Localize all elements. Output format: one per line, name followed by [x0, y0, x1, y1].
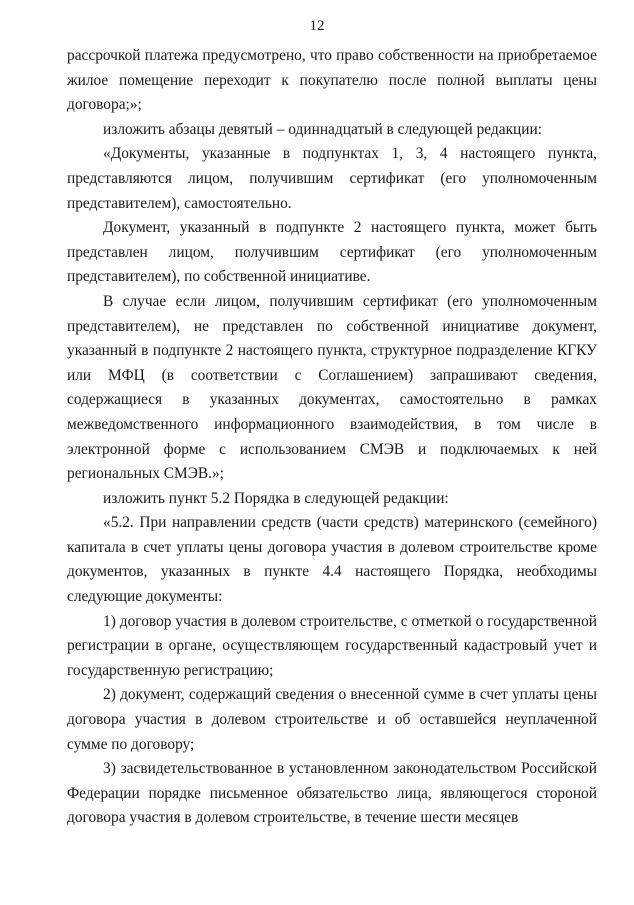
paragraph-interagency-request: В случае если лицом, получившим сертификат (его уполномоченным представителем), не представлен по собственной инициативе документ, указанный в подпункте 2 настоящего пункта, структурное подразделение КГКУ или МФЦ (в соответствии с Соглашением) запрашивают сведения, содержащиеся в указанных документах, самостоятельно в рамках межведомственного информационного взаимодействия, в том числе в электронной форме с использованием СМЭВ и подключаемых к ней региональных СМЭВ.»;	[67, 292, 597, 483]
paragraph-instruction-item-5-2: изложить пункт 5.2 Порядка в следующей редакции:	[103, 489, 449, 507]
paragraph-continuation: рассрочкой платежа предусмотрено, что право собственности на приобретаемое жилое помещение переходит к покупателю после полной выплаты цены договора;»;	[67, 47, 597, 114]
document-body	[67, 44, 597, 831]
paragraph-item-5-2: «5.2. При направлении средств (части средств) материнского (семейного) капитала в счет уплаты цены договора участия в долевом строительстве кроме документов, указанных в пункте 4.4 настоящего Порядка, необходимы следующие документы:	[67, 514, 597, 606]
list-item-2: 2) документ, содержащий сведения о внесенной сумме в счет уплаты цены договора участия в долевом строительстве и об оставшейся неуплаченной сумме по договору;	[67, 686, 597, 753]
list-item-1: 1) договор участия в долевом строительстве, с отметкой о государственной регистрации в органе, осуществляющем государственный кадастровый учет и государственную регистрацию;	[67, 612, 597, 679]
paragraph-document-initiative: Документ, указанный в подпункте 2 настоящего пункта, может быть представлен лицом, получившим сертификат (его уполномоченным представителем), по собственной инициативе.	[67, 219, 597, 286]
paragraph-instruction-clauses: изложить абзацы девятый – одиннадцатый в следующей редакции:	[103, 120, 543, 138]
page-number: 12	[309, 18, 325, 34]
paragraph-documents-self: «Документы, указанные в подпунктах 1, 3, 4 настоящего пункта, представляются лицом, получившим сертификат (его уполномоченным представителем), самостоятельно.	[67, 145, 597, 212]
list-item-3: 3) засвидетельствованное в установленном законодательством Российской Федерации порядке письменное обязательство лица, являющегося стороной договора участия в долевом строительстве, в течение шести месяцев	[67, 760, 597, 827]
